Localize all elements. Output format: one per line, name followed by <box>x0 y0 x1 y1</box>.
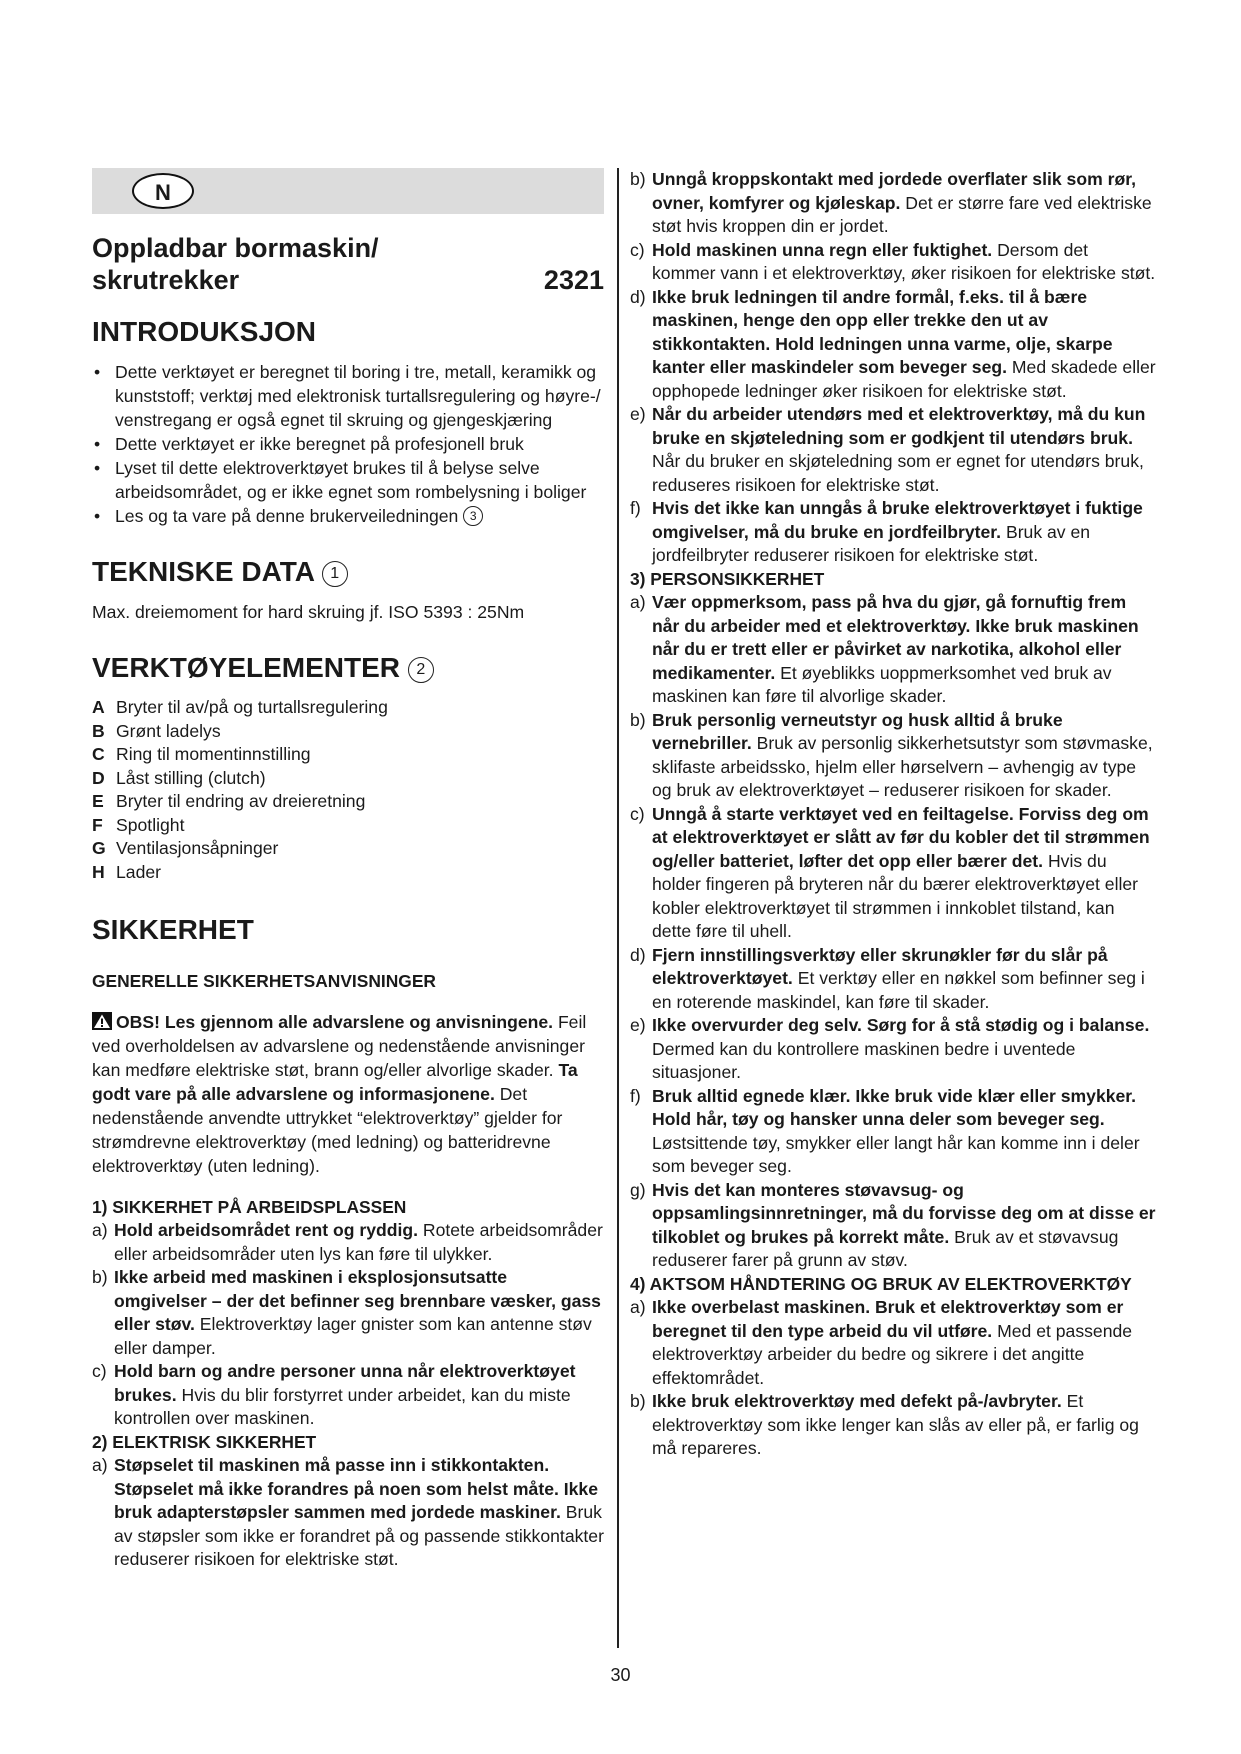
figure-ref: 1 <box>322 561 348 587</box>
item-text: Dersom det kommer vann i et elektroverktøy, øker risikoen for elektriske støt. <box>652 239 1156 283</box>
language-bar <box>92 168 604 214</box>
general-safety-heading: GENERELLE SIKKERHETSANVISNINGER <box>92 971 436 991</box>
item-text: Løstsittende tøy, smykker eller langt hår kan komme inn i deler som beveger seg. <box>652 1132 1140 1176</box>
warning-bold-2: Ta godt vare på alle advarslene og informasjonene. <box>92 1059 578 1104</box>
element-letter: D <box>92 767 105 788</box>
item-bold-text: Bruk alltid egnede klær. Ikke bruk vide klær eller smykker. Hold hår, tøy og hansker unna deler som beveger seg. <box>652 1085 1137 1129</box>
item-text: Når du bruker en skjøteledning som er egnet for utendørs bruk, reduseres risikoen for elektriske støt. <box>652 451 1144 495</box>
instruction-item <box>630 1179 1156 1273</box>
item-text: Med skadede eller opphopede ledninger øker risikoen for elektriske støt. <box>652 357 1156 401</box>
item-bold-text: Hold barn og andre personer unna når elektroverktøyet brukes. <box>114 1361 576 1405</box>
item-bold-text: Hold maskinen unna regn eller fuktighet. <box>652 239 993 260</box>
item-label: b) <box>630 709 646 730</box>
item-label: d) <box>630 286 646 307</box>
item-bold-text: Når du arbeider utendørs med et elektroverktøy, må du kun bruke en skjøteledning som er godkjent til utendørs bruk. <box>652 404 1146 448</box>
instruction-item <box>630 1085 1156 1179</box>
item-label: a) <box>92 1455 108 1475</box>
element-text: Grønt ladelys <box>116 720 221 741</box>
item-label: b) <box>630 169 646 189</box>
element-item <box>92 720 604 744</box>
item-bold-text: Vær oppmerksom, pass på hva du gjør, gå fornuftig frem når du arbeider med et elektroverktøy. Ikke bruk maskinen når du er trett eller er påvirket av narkotika, alkohol eller medikamenter. <box>652 592 1139 683</box>
item-bold-text: Ikke overvurder deg selv. Sørg for å stå stødig og i balanse. <box>652 1015 1150 1035</box>
item-text: Bruk av en jordfeilbryter reduserer risikoen for elektriske støt. <box>652 521 1091 565</box>
intro-bullet-text: Les og ta vare på denne brukerveiledningen <box>115 506 459 526</box>
elements-heading <box>92 652 604 684</box>
tech-heading-text: TEKNISKE DATA <box>92 556 314 587</box>
title-line-2: skrutrekker <box>92 265 240 295</box>
element-text: Ring til momentinnstilling <box>116 744 311 764</box>
element-item <box>92 837 604 861</box>
element-letter: E <box>92 791 104 811</box>
instruction-item <box>630 497 1156 568</box>
item-bold-text: Ikke arbeid med maskinen i eksplosjonsutsatte omgivelser – der det befinner seg brennbare væsker, gass eller støv. <box>114 1267 601 1334</box>
tech-text: Max. dreiemoment for hard skruing jf. ISO 5393 : 25Nm <box>92 602 525 622</box>
right-column <box>630 168 1156 1461</box>
item-bold-text: Ikke bruk elektroverktøy med defekt på-/avbryter. <box>652 1391 1062 1411</box>
figure-ref: 3 <box>463 506 483 526</box>
instruction-item <box>92 1360 604 1431</box>
element-item <box>92 696 604 720</box>
left-column <box>92 168 604 1572</box>
item-text: Rotete arbeidsområder eller arbeidsområder uten lys kan føre til ulykker. <box>114 1220 603 1264</box>
element-item <box>92 814 604 838</box>
title-line-1: Oppladbar bormaskin/ <box>92 233 379 263</box>
column-divider <box>617 168 619 1648</box>
instruction-item <box>630 944 1156 1015</box>
item-label: a) <box>630 1297 646 1317</box>
item-text: Et verktøy eller en nøkkel som befinner seg i en roterende maskindel, kan føre til skader. <box>652 968 1145 1012</box>
item-text: Hvis du holder fingeren på bryteren når du bærer elektroverktøyet eller kobler elektroverktøyet til strømmen i innkoblet tilstand, kan dette føre til uhell. <box>652 850 1139 941</box>
intro-heading: INTRODUKSJON <box>92 316 317 347</box>
element-item <box>92 790 604 814</box>
instruction-item <box>630 239 1156 286</box>
model-number: 2321 <box>543 265 604 295</box>
item-label: a) <box>630 592 646 612</box>
item-label: d) <box>630 944 646 965</box>
warning-icon <box>92 1012 112 1030</box>
item-text: Bruk av et støvavsug reduserer farer på grunn av støv. <box>652 1226 1119 1270</box>
item-text: Med et passende elektroverktøy arbeider du bedre og sikrere i det angitte effektområdet. <box>652 1320 1133 1388</box>
item-bold-text: Unngå å starte verktøyet ved en feiltagelse. Forviss deg om at elektroverktøyet er slått av før du kobler det til strømmen og/eller batteriet, løfter det opp eller bærer det. <box>652 803 1150 871</box>
intro-bullet <box>92 504 604 528</box>
instruction-item <box>630 403 1156 497</box>
warning-paragraph <box>92 1010 604 1178</box>
instruction-item <box>630 591 1156 709</box>
item-label: c) <box>630 239 645 260</box>
element-letter: C <box>92 744 105 764</box>
tech-heading <box>92 556 604 588</box>
elements-heading-text: VERKTØYELEMENTER <box>92 652 401 683</box>
item-bold-text: Hold arbeidsområdet rent og ryddig. <box>114 1220 419 1240</box>
s4-list <box>630 1296 1156 1461</box>
s2-heading: 2) ELEKTRISK SIKKERHET <box>92 1431 317 1452</box>
warning-text-2: Det nedenstående anvendte uttrykket “elektroverktøy” gjelder for strømdrevne elektroverktøy (med ledning) og batteridrevne elektroverktøy (uten ledning). <box>92 1083 563 1176</box>
item-bold-text: Fjern innstillingsverktøy eller skrunøkler før du slår på elektroverktøyet. <box>652 944 1108 988</box>
element-text: Lader <box>116 861 161 882</box>
s3-heading: 3) PERSONSIKKERHET <box>630 568 825 589</box>
s2-list <box>92 1454 604 1572</box>
item-text: Dermed kan du kontrollere maskinen bedre i uventede situasjoner. <box>652 1038 1076 1082</box>
instruction-item <box>630 1390 1156 1461</box>
s3-list <box>630 591 1156 1273</box>
instruction-item <box>92 1266 604 1360</box>
element-text: Bryter til av/på og turtallsregulering <box>116 697 388 717</box>
element-letter: G <box>92 838 106 858</box>
item-text: Hvis du blir forstyrret under arbeidet, kan du miste kontrollen over maskinen. <box>114 1384 571 1428</box>
item-text: Elektroverktøy lager gnister som kan antenne støv eller damper. <box>114 1314 592 1358</box>
intro-bullet: • Lyset til dette elektroverktøyet brukes til å belyse selve arbeidsområdet, og er ikke egnet som rombelysning i boliger <box>92 456 604 504</box>
item-text: Et øyeblikks uoppmerksomhet ved bruk av maskinen kan føre til alvorlige skader. <box>652 662 1112 706</box>
item-label: c) <box>630 803 645 824</box>
instruction-item <box>630 1296 1156 1390</box>
item-label: f) <box>630 498 641 518</box>
item-bold-text: Støpselet til maskinen må passe inn i stikkontakten. Støpselet må ikke forandres på noen som helst måte. Ikke bruk adapterstøpsler sammen med jordede maskiner. <box>114 1455 598 1522</box>
item-label: e) <box>630 404 646 424</box>
item-label: g) <box>630 1179 646 1200</box>
language-badge: N <box>132 173 194 209</box>
item-label: f) <box>630 1085 641 1106</box>
element-item <box>92 767 604 791</box>
element-text: Spotlight <box>116 814 185 835</box>
element-letter: A <box>92 697 105 717</box>
instruction-item <box>630 1014 1156 1085</box>
warning-bold: OBS! Les gjennom alle advarslene og anvisningene. <box>116 1011 554 1032</box>
elements-list <box>92 696 604 884</box>
instruction-item <box>92 1454 604 1572</box>
item-bold-text: Ikke overbelast maskinen. Bruk et elektroverktøy som er beregnet til den type arbeid du vil utføre. <box>652 1297 1124 1341</box>
item-text: Bruk av personlig sikkerhetsutstyr som støvmaske, sklifaste arbeidssko, hjelm eller hørselvern – avhengig av type og bruk av elektroverktøyet – reduserer risikoen for skader. <box>652 733 1153 800</box>
instruction-item <box>630 709 1156 803</box>
item-bold-text: Bruk personlig verneutstyr og husk alltid å bruke vernebriller. <box>652 709 1063 753</box>
warning-text: Feil ved overholdelsen av advarslene og nedenstående anvisninger kan medføre elektriske støt, brann og/eller alvorlige skader. <box>92 1011 587 1080</box>
item-bold-text: Ikke bruk ledningen til andre formål, f.eks. til å bære maskinen, henge den opp eller trekke den ut av stikkontakten. Hold ledningen unna varme, olje, skarpe kanter eller maskindeler som beveger seg. <box>652 286 1113 377</box>
instruction-item <box>630 286 1156 404</box>
element-text: Bryter til endring av dreieretning <box>116 791 366 811</box>
page-number: 30 <box>610 1665 631 1685</box>
element-text: Ventilasjonsåpninger <box>116 838 279 858</box>
instruction-item <box>630 168 1156 239</box>
item-bold-text: Hvis det kan monteres støvavsug- og oppsamlingsinnretninger, må du forvisse deg om at disse er tilkoblet og brukes på korrekt måte. <box>652 1179 1156 1247</box>
intro-bullet: • Dette verktøyet er beregnet til boring i tre, metall, keramikk og kunststoff; verktøj med elektronisk turtallsregulering og høyre-/ venstregang er også egnet til skruing og gjengeskjæring <box>92 360 604 432</box>
item-label: e) <box>630 1015 646 1035</box>
item-text: Det er større fare ved elektriske støt hvis kroppen din er jordet. <box>652 192 1152 236</box>
instruction-item <box>92 1219 604 1266</box>
item-text: Et elektroverktøy som ikke lenger kan slås av eller på, er farlig og må repareres. <box>652 1391 1139 1458</box>
intro-bullet: • Dette verktøyet er ikke beregnet på profesjonell bruk <box>92 432 604 456</box>
element-letter: B <box>92 720 105 741</box>
element-letter: H <box>92 861 105 882</box>
element-item <box>92 743 604 767</box>
s4-heading: 4) AKTSOM HÅNDTERING OG BRUK AV ELEKTROVERKTØY <box>630 1273 1132 1294</box>
item-label: a) <box>92 1220 108 1240</box>
safety-heading: SIKKERHET <box>92 914 254 945</box>
element-letter: F <box>92 814 103 835</box>
figure-ref: 2 <box>408 657 434 683</box>
s1-heading: 1) SIKKERHET PÅ ARBEIDSPLASSEN <box>92 1196 407 1217</box>
item-bold-text: Hvis det ikke kan unngås å bruke elektroverktøyet i fuktige omgivelser, må du bruke en jordfeilbryter. <box>652 498 1143 542</box>
item-label: b) <box>630 1391 646 1411</box>
item-label: b) <box>92 1267 108 1287</box>
element-text: Låst stilling (clutch) <box>116 767 266 788</box>
element-item <box>92 861 604 885</box>
s1-list <box>92 1219 604 1431</box>
item-label: c) <box>92 1361 107 1381</box>
item-text: Bruk av støpsler som ikke er forandret på og passende stikkontakter reduserer risikoen for elektriske støt. <box>114 1502 604 1569</box>
s2-list-continued <box>630 168 1156 568</box>
document-title <box>92 232 604 296</box>
item-bold-text: Unngå kroppskontakt med jordede overflater slik som rør, ovner, komfyrer og kjøleskap. <box>652 169 1136 213</box>
instruction-item <box>630 803 1156 944</box>
